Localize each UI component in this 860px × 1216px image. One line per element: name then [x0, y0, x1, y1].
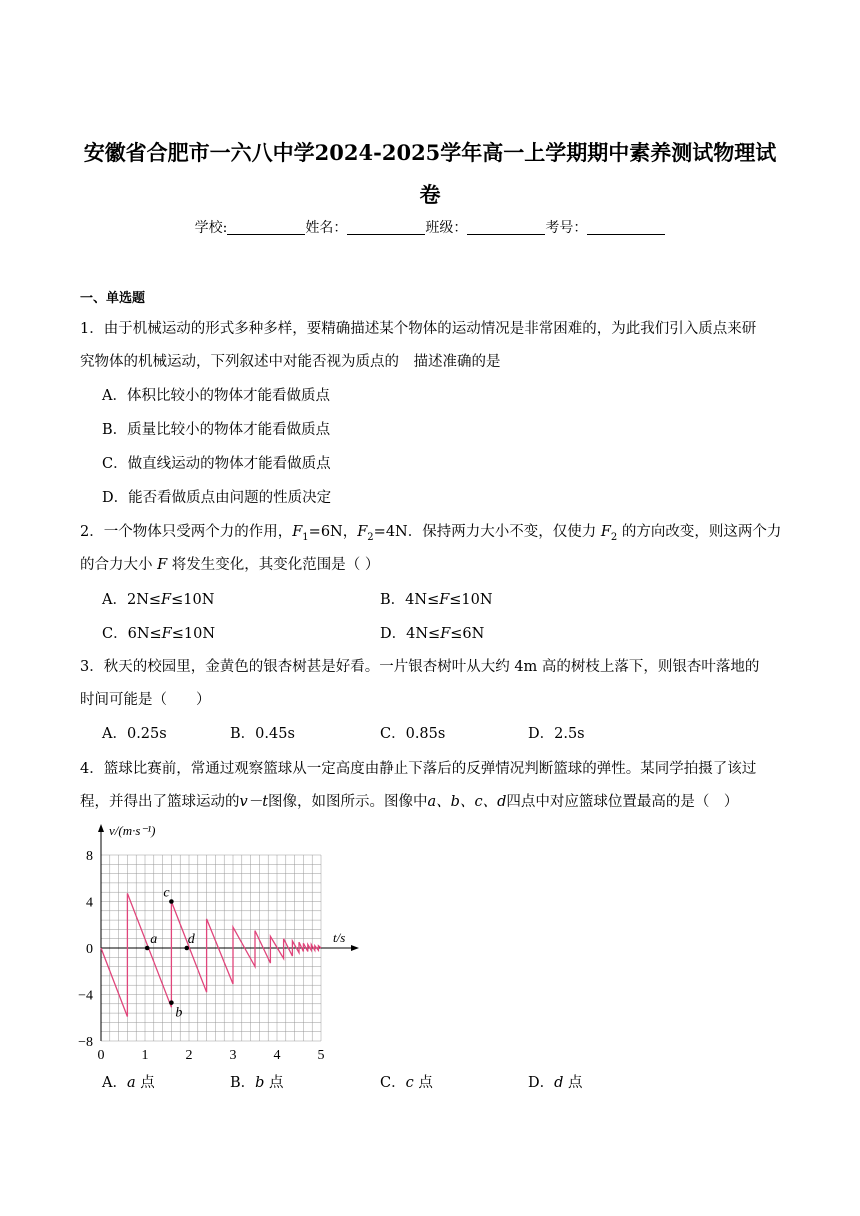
x-tick-label: 5 [317, 1048, 325, 1060]
point-label-d: d [187, 932, 195, 947]
point-label-a: a [150, 932, 158, 947]
q1-option-a[interactable]: A．体积比较小的物体才能看做质点 [102, 388, 330, 404]
point-a [145, 946, 150, 951]
y-axis-label: v/(m·s⁻¹) [109, 823, 156, 838]
x-tick-label: 4 [273, 1048, 281, 1060]
class-label: 班级： [425, 220, 468, 236]
q4-stem-line2: 程，并得出了篮球运动的v－t图像，如图所示。图像中a、b、c、d四点中对应篮球位置最高的是（ ） [80, 794, 739, 810]
q4-option-c[interactable]: C．c 点 [380, 1075, 433, 1091]
point-c [169, 899, 174, 904]
point-label-b: b [175, 1005, 183, 1021]
velocity-series-line [101, 893, 321, 1016]
name-label: 姓名： [305, 220, 348, 236]
y-tick-label: 8 [86, 849, 93, 864]
y-tick-label: −8 [78, 1035, 93, 1050]
q2-option-c[interactable]: C．6N≤F≤10N [102, 626, 216, 642]
school-label: 学校: [194, 220, 228, 236]
point-b [169, 1000, 174, 1005]
q2-option-d[interactable]: D．4N≤F≤6N [380, 626, 485, 642]
q2-stem-line1: 2．一个物体只受两个力的作用，$F_1=6N$，$F_2=4N$．保持两力大小不变，仅使力 $F_2$ 的方向改变，则这两个力 [80, 524, 782, 543]
x-axis-arrow [351, 945, 359, 951]
class-blank[interactable] [467, 220, 545, 235]
q4-stem-line1: 4．篮球比赛前，常通过观察篮球从一定高度由静止下落后的反弹情况判断篮球的弹性。某同学拍摄了该过 [80, 761, 757, 777]
q1-option-c[interactable]: C．做直线运动的物体才能看做质点 [102, 456, 331, 472]
q4-option-d[interactable]: D．d 点 [528, 1075, 583, 1091]
q3-option-b[interactable]: B．0.45s [230, 726, 295, 742]
q4-option-b[interactable]: B．b 点 [230, 1075, 284, 1091]
velocity-time-graph [70, 820, 370, 1060]
x-tick-label: 0 [97, 1048, 105, 1060]
q1-option-d[interactable]: D．能否看做质点由问题的性质决定 [102, 490, 332, 506]
x-tick-label: 3 [229, 1048, 237, 1060]
q1-stem-line1: 1．由于机械运动的形式多种多样，要精确描述某个物体的运动情况是非常困难的，为此我们引入质点来研 [80, 321, 757, 337]
x-tick-label: 2 [185, 1048, 193, 1060]
q2-option-a[interactable]: A．2N≤F≤10N [102, 592, 215, 608]
q3-stem-line2: 时间可能是（ ） [80, 692, 211, 708]
exam-no-label: 考号： [545, 220, 588, 236]
y-tick-label: 0 [86, 942, 93, 957]
q4-option-a[interactable]: A．a 点 [102, 1075, 155, 1091]
y-tick-label: 4 [86, 895, 93, 911]
point-label-c: c [163, 885, 170, 901]
paper-title-line2: 卷 [419, 182, 441, 207]
paper-title-line1: 安徽省合肥市一六八中学2024-2025学年高一上学期期中素养测试物理试 [83, 140, 777, 165]
name-blank[interactable] [347, 220, 425, 235]
q1-option-b[interactable]: B．质量比较小的物体才能看做质点 [102, 422, 331, 438]
q3-option-a[interactable]: A．0.25s [102, 726, 167, 742]
q2-stem-line2: 的合力大小 F 将发生变化，其变化范围是（ ） [80, 557, 380, 573]
x-axis-label: t/s [333, 930, 346, 945]
x-tick-label: 1 [141, 1048, 149, 1060]
exam-no-blank[interactable] [587, 220, 665, 235]
y-axis-arrow [98, 824, 104, 832]
q3-option-c[interactable]: C．0.85s [380, 726, 446, 742]
q3-option-d[interactable]: D．2.5s [528, 726, 585, 742]
section-heading: 一、单选题 [80, 291, 146, 306]
q2-option-b[interactable]: B．4N≤F≤10N [380, 592, 493, 608]
q3-stem-line1: 3．秋天的校园里，金黄色的银杏树甚是好看。一片银杏树叶从大约 4m 高的树枝上落下，则银杏叶落地的 [80, 659, 760, 675]
student-info-row [0, 217, 860, 237]
school-blank[interactable] [227, 220, 305, 235]
y-tick-label: −4 [78, 988, 93, 1004]
q1-stem-line2: 究物体的机械运动，下列叙述中对能否视为质点的 描述准确的是 [80, 354, 501, 370]
